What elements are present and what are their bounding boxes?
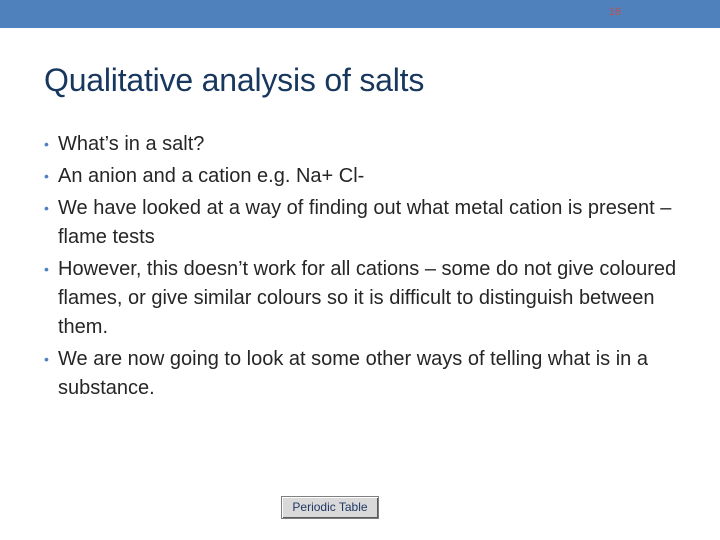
periodic-table-button[interactable]: Periodic Table (281, 496, 379, 519)
bullet-item (44, 194, 684, 252)
slide-title: Qualitative analysis of salts (44, 62, 425, 98)
bullet-item (44, 255, 684, 342)
bullet-icon: • (44, 168, 49, 184)
bullet-icon: • (44, 200, 49, 216)
bullet-icon: • (44, 261, 49, 277)
bullet-item (44, 345, 684, 403)
bullet-text: An anion and a cation e.g. Na+ Cl- (58, 165, 365, 187)
slide-number: 16 (608, 6, 622, 18)
bullet-icon: • (44, 136, 49, 152)
bullet-item (44, 162, 684, 191)
bullet-text: We are now going to look at some other ways of telling what is in a substance. (58, 348, 648, 399)
bullet-text: What’s in a salt? (58, 133, 205, 155)
bullet-item (44, 130, 684, 159)
bullet-list (44, 130, 684, 406)
bullet-icon: • (44, 351, 49, 367)
bullet-text: However, this doesn’t work for all cations – some do not give coloured flames, or give similar colours so it is difficult to distinguish between them. (58, 258, 677, 338)
bullet-text: We have looked at a way of finding out what metal cation is present – flame tests (58, 197, 672, 248)
